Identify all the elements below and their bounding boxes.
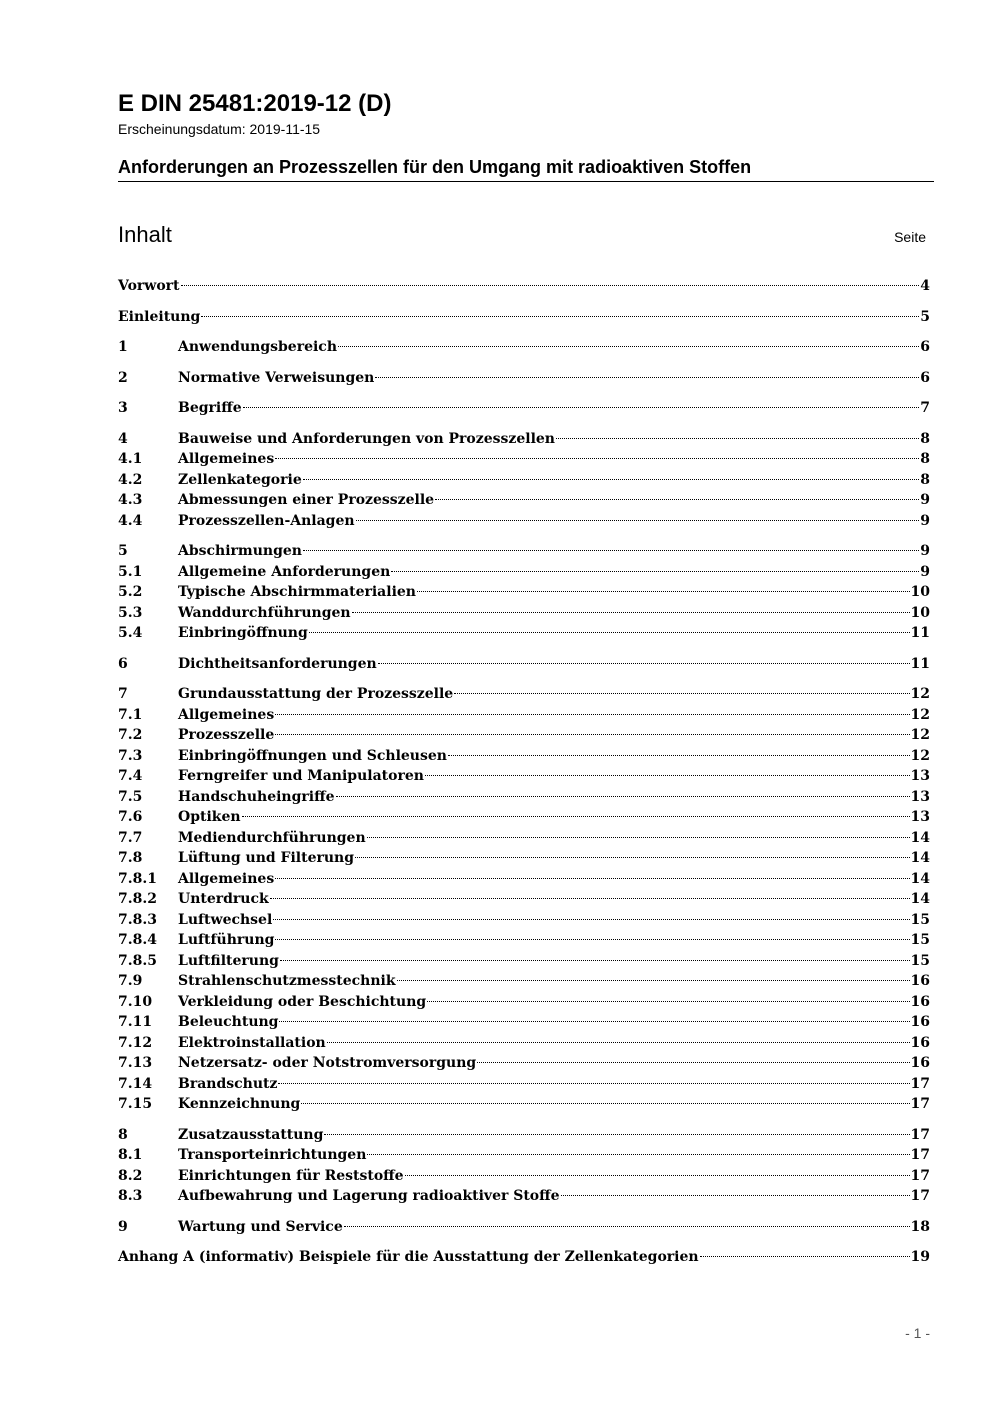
toc-entry-label: Unterdruck [178,891,269,907]
toc-entry-label: Lüftung und Filterung [178,850,355,866]
toc-dot-leader [309,632,910,633]
toc-entry[interactable] [118,449,930,470]
toc-entry-page: 17 [910,1167,930,1184]
toc-entry[interactable] [118,684,930,705]
toc-entry[interactable] [118,930,930,951]
toc-dot-leader [556,438,919,439]
toc-entry[interactable] [118,603,930,624]
toc-entry-page: 11 [910,655,930,672]
toc-dot-leader [273,919,909,920]
toc-entry-label: Brandschutz [178,1075,278,1092]
toc-dot-leader [280,960,910,961]
toc-entry-number: 7.9 [118,973,143,989]
page-column-label: Seite [894,229,926,245]
toc-entry[interactable] [118,654,930,675]
toc-entry[interactable] [118,623,930,644]
toc-entry-label: Verkleidung oder Beschichtung [178,993,427,1010]
toc-entry-label: Einbringöffnungen und Schleusen [178,747,447,764]
toc-entry-page: 12 [910,747,930,764]
toc-entry-label: Einbringöffnung [178,625,308,641]
toc-entry-page: 4 [920,278,930,294]
toc-dot-leader [344,1226,910,1227]
toc-entry[interactable] [118,276,930,297]
toc-entry-page: 9 [920,563,930,580]
toc-entry-number: 7.8.2 [118,891,157,907]
toc-entry-page: 8 [920,451,930,467]
toc-entry-number: 7 [118,686,128,702]
toc-entry-page: 15 [910,932,930,948]
toc-entry-label: Luftfilterung [178,952,279,969]
toc-dot-leader [301,1103,909,1104]
toc-dot-leader [375,377,919,378]
toc-entry-number: 7.8.5 [118,952,157,969]
toc-entry-page: 12 [910,727,930,743]
toc-entry-label: Wartung und Service [178,1218,343,1235]
toc-entry-page: 17 [910,1147,930,1163]
toc-dot-leader [303,479,920,480]
toc-entry[interactable] [118,1074,930,1095]
toc-entry-number: 5.1 [118,563,143,580]
toc-entry[interactable] [118,725,930,746]
toc-entry-number: 5.3 [118,604,143,621]
toc-entry-number: 8.2 [118,1167,143,1184]
toc-entry-label: Grundausstattung der Prozesszelle [178,686,454,702]
toc-dot-leader [427,1001,909,1002]
publication-date: Erscheinungsdatum: 2019-11-15 [118,121,321,137]
toc-entry-label: Transporteinrichtungen [178,1147,367,1163]
toc-entry[interactable] [118,1033,930,1054]
toc-entry-label: Anhang A (informativ) Beispiele für die Ausstattung der Zellenkategorien [118,1249,699,1265]
toc-entry-number: 7.6 [118,809,143,825]
toc-entry-label: Allgemeines [178,706,275,723]
toc-dot-leader [275,939,909,940]
document-id: E DIN 25481:2019-12 (D) [118,90,392,117]
toc-entry[interactable] [118,1012,930,1033]
toc-dot-leader [417,591,910,592]
toc-entry-page: 8 [920,430,930,447]
toc-dot-leader [242,816,910,817]
toc-entry-label: Kennzeichnung [178,1096,301,1112]
toc-entry-label: Anwendungsbereich [178,339,337,355]
toc-dot-leader [477,1062,909,1063]
toc-entry-number: 7.8.1 [118,870,157,887]
toc-dot-leader [367,1154,909,1155]
toc-entry-label: Normative Verweisungen [178,369,375,386]
toc-entry-number: 8.1 [118,1147,143,1163]
toc-entry-number: 8 [118,1126,128,1143]
toc-entry-label: Elektroinstallation [178,1034,326,1051]
toc-entry[interactable] [118,1247,930,1268]
toc-entry-page: 5 [920,308,930,325]
toc-dot-leader [243,407,920,408]
toc-entry[interactable] [118,470,930,491]
toc-dot-leader [356,520,920,521]
toc-entry-number: 7.15 [118,1096,153,1112]
toc-entry-label: Beleuchtung [178,1014,279,1030]
toc-entry-label: Typische Abschirmmaterialien [178,584,416,600]
toc-dot-leader [405,1175,910,1176]
toc-entry-page: 14 [910,870,930,887]
toc-dot-leader [454,693,909,694]
toc-dot-leader [181,285,920,286]
toc-entry-number: 7.8.3 [118,911,157,928]
toc-entry-number: 8.3 [118,1188,143,1204]
toc-entry[interactable] [118,828,930,849]
toc-entry-page: 17 [910,1126,930,1143]
toc-dot-leader [352,612,910,613]
toc-entry-label: Wanddurchführungen [178,604,351,621]
toc-entry-number: 7.2 [118,727,143,743]
toc-entry-label: Prozesszelle [178,727,275,743]
toc-entry-label: Strahlenschutzmesstechnik [178,973,396,989]
toc-entry-page: 13 [910,809,930,825]
toc-entry[interactable] [118,787,930,808]
toc-entry[interactable] [118,746,930,767]
toc-entry-page: 15 [910,911,930,928]
toc-entry-page: 9 [920,492,930,508]
page-number: - 1 - [905,1325,930,1341]
toc-entry[interactable] [118,951,930,972]
toc-entry-page: 12 [910,706,930,723]
toc-entry-number: 1 [118,339,128,355]
toc-heading: Inhalt [118,222,172,247]
toc-entry[interactable] [118,971,930,992]
toc-entry-label: Abschirmungen [178,543,302,559]
toc-entry-page: 15 [910,952,930,969]
toc-entry-page: 11 [910,625,930,641]
toc-entry-label: Zellenkategorie [178,471,302,488]
toc-entry-page: 10 [910,604,930,621]
toc-dot-leader [278,1083,909,1084]
toc-entry-page: 18 [910,1218,930,1235]
toc-entry-page: 16 [910,973,930,989]
toc-entry[interactable] [118,337,930,358]
toc-entry[interactable] [118,1094,930,1115]
toc-dot-leader [338,346,919,347]
toc-entry-label: Dichtheitsanforderungen [178,655,377,672]
toc-entry-number: 7.13 [118,1055,153,1071]
toc-entry-label: Einleitung [118,308,201,325]
toc-entry-label: Zusatzausstattung [178,1126,324,1143]
toc-entry-number: 7.11 [118,1014,153,1030]
table-of-contents [118,276,930,1268]
toc-entry[interactable] [118,429,930,450]
toc-dot-leader [303,550,919,551]
toc-entry-number: 3 [118,400,128,416]
toc-entry-number: 7.8.4 [118,932,157,948]
toc-entry[interactable] [118,582,930,603]
toc-entry-page: 8 [920,471,930,488]
toc-entry-label: Bauweise und Anforderungen von Prozesszellen [178,430,555,447]
toc-entry-label: Aufbewahrung und Lagerung radioaktiver Stoffe [178,1188,560,1204]
toc-entry-number: 7.10 [118,993,153,1010]
toc-entry-number: 7.12 [118,1034,153,1051]
document-title: Anforderungen an Prozesszellen für den Umgang mit radioaktiven Stoffen [118,157,934,182]
toc-entry-label: Luftwechsel [178,911,273,928]
toc-entry-page: 17 [910,1096,930,1112]
toc-entry-label: Ferngreifer und Manipulatoren [178,768,424,784]
toc-entry[interactable] [118,705,930,726]
toc-dot-leader [279,1021,909,1022]
toc-entry[interactable] [118,1217,930,1238]
toc-entry-label: Allgemeine Anforderungen [178,563,391,580]
toc-dot-leader [561,1195,910,1196]
toc-dot-leader [275,714,909,715]
toc-entry-page: 16 [910,993,930,1010]
toc-entry-label: Handschuheingriffe [178,788,335,805]
toc-entry-number: 7.4 [118,768,143,784]
toc-entry-number: 7.8 [118,850,143,866]
toc-entry-label: Prozesszellen-Anlagen [178,512,355,529]
toc-entry-page: 9 [920,512,930,529]
toc-entry-page: 12 [910,686,930,702]
toc-entry[interactable] [118,766,930,787]
toc-entry-number: 7.1 [118,706,143,723]
toc-dot-leader [367,837,910,838]
toc-entry-page: 16 [910,1034,930,1051]
toc-entry[interactable] [118,807,930,828]
toc-entry[interactable] [118,889,930,910]
toc-entry-page: 14 [910,850,930,866]
toc-entry[interactable] [118,992,930,1013]
toc-entry[interactable] [118,910,930,931]
toc-entry-label: Begriffe [178,400,242,416]
toc-entry-number: 7.5 [118,788,143,805]
toc-dot-leader [327,1042,910,1043]
toc-entry-number: 4.1 [118,451,143,467]
toc-entry-label: Allgemeines [178,451,275,467]
toc-entry-label: Luftführung [178,932,275,948]
toc-dot-leader [700,1256,910,1257]
toc-entry[interactable] [118,1053,930,1074]
toc-entry-number: 7.7 [118,829,143,846]
toc-dot-leader [378,663,910,664]
toc-entry-number: 4.4 [118,512,143,529]
toc-entry-number: 4 [118,430,128,447]
toc-entry[interactable] [118,1125,930,1146]
toc-entry-label: Allgemeines [178,870,275,887]
toc-entry-page: 16 [910,1014,930,1030]
toc-entry-label: Mediendurchführungen [178,829,366,846]
toc-entry[interactable] [118,368,930,389]
toc-entry-number: 9 [118,1218,128,1235]
toc-entry[interactable] [118,398,930,419]
toc-entry[interactable] [118,1186,930,1207]
toc-entry-label: Optiken [178,809,241,825]
toc-entry-label: Abmessungen einer Prozesszelle [178,492,435,508]
toc-entry-number: 6 [118,655,128,672]
toc-dot-leader [435,499,919,500]
toc-dot-leader [391,571,919,572]
toc-entry-label: Netzersatz- oder Notstromversorgung [178,1055,477,1071]
toc-entry-label: Vorwort [118,278,180,294]
toc-entry-number: 4.3 [118,492,143,508]
toc-entry-page: 17 [910,1188,930,1204]
toc-entry-page: 9 [920,543,930,559]
toc-dot-leader [275,458,919,459]
toc-entry[interactable] [118,307,930,328]
toc-dot-leader [270,898,910,899]
toc-entry[interactable] [118,511,930,532]
toc-entry-page: 14 [910,891,930,907]
toc-entry[interactable] [118,1145,930,1166]
toc-entry-number: 5.4 [118,625,143,641]
toc-entry-number: 5 [118,543,128,559]
toc-entry-page: 7 [920,400,930,416]
toc-entry-page: 10 [910,584,930,600]
toc-entry-number: 7.14 [118,1075,153,1092]
toc-entry-page: 17 [910,1075,930,1092]
toc-entry-number: 7.3 [118,747,143,764]
toc-dot-leader [448,755,910,756]
toc-entry[interactable] [118,848,930,869]
toc-dot-leader [201,316,919,317]
toc-entry[interactable] [118,562,930,583]
toc-dot-leader [275,878,909,879]
toc-entry[interactable] [118,1166,930,1187]
toc-dot-leader [275,734,909,735]
toc-entry-label: Einrichtungen für Reststoffe [178,1167,404,1184]
toc-entry-number: 2 [118,369,128,386]
toc-entry-page: 13 [910,788,930,805]
toc-entry[interactable] [118,869,930,890]
toc-entry-page: 13 [910,768,930,784]
toc-dot-leader [324,1134,909,1135]
toc-entry-page: 16 [910,1055,930,1071]
toc-dot-leader [355,857,909,858]
toc-dot-leader [397,980,910,981]
toc-entry-page: 19 [910,1249,930,1265]
toc-entry-page: 14 [910,829,930,846]
toc-dot-leader [425,775,910,776]
toc-entry-number: 5.2 [118,584,143,600]
toc-entry[interactable] [118,490,930,511]
toc-entry-number: 4.2 [118,471,143,488]
toc-entry-page: 6 [920,369,930,386]
toc-entry[interactable] [118,541,930,562]
toc-dot-leader [336,796,910,797]
toc-entry-page: 6 [920,339,930,355]
